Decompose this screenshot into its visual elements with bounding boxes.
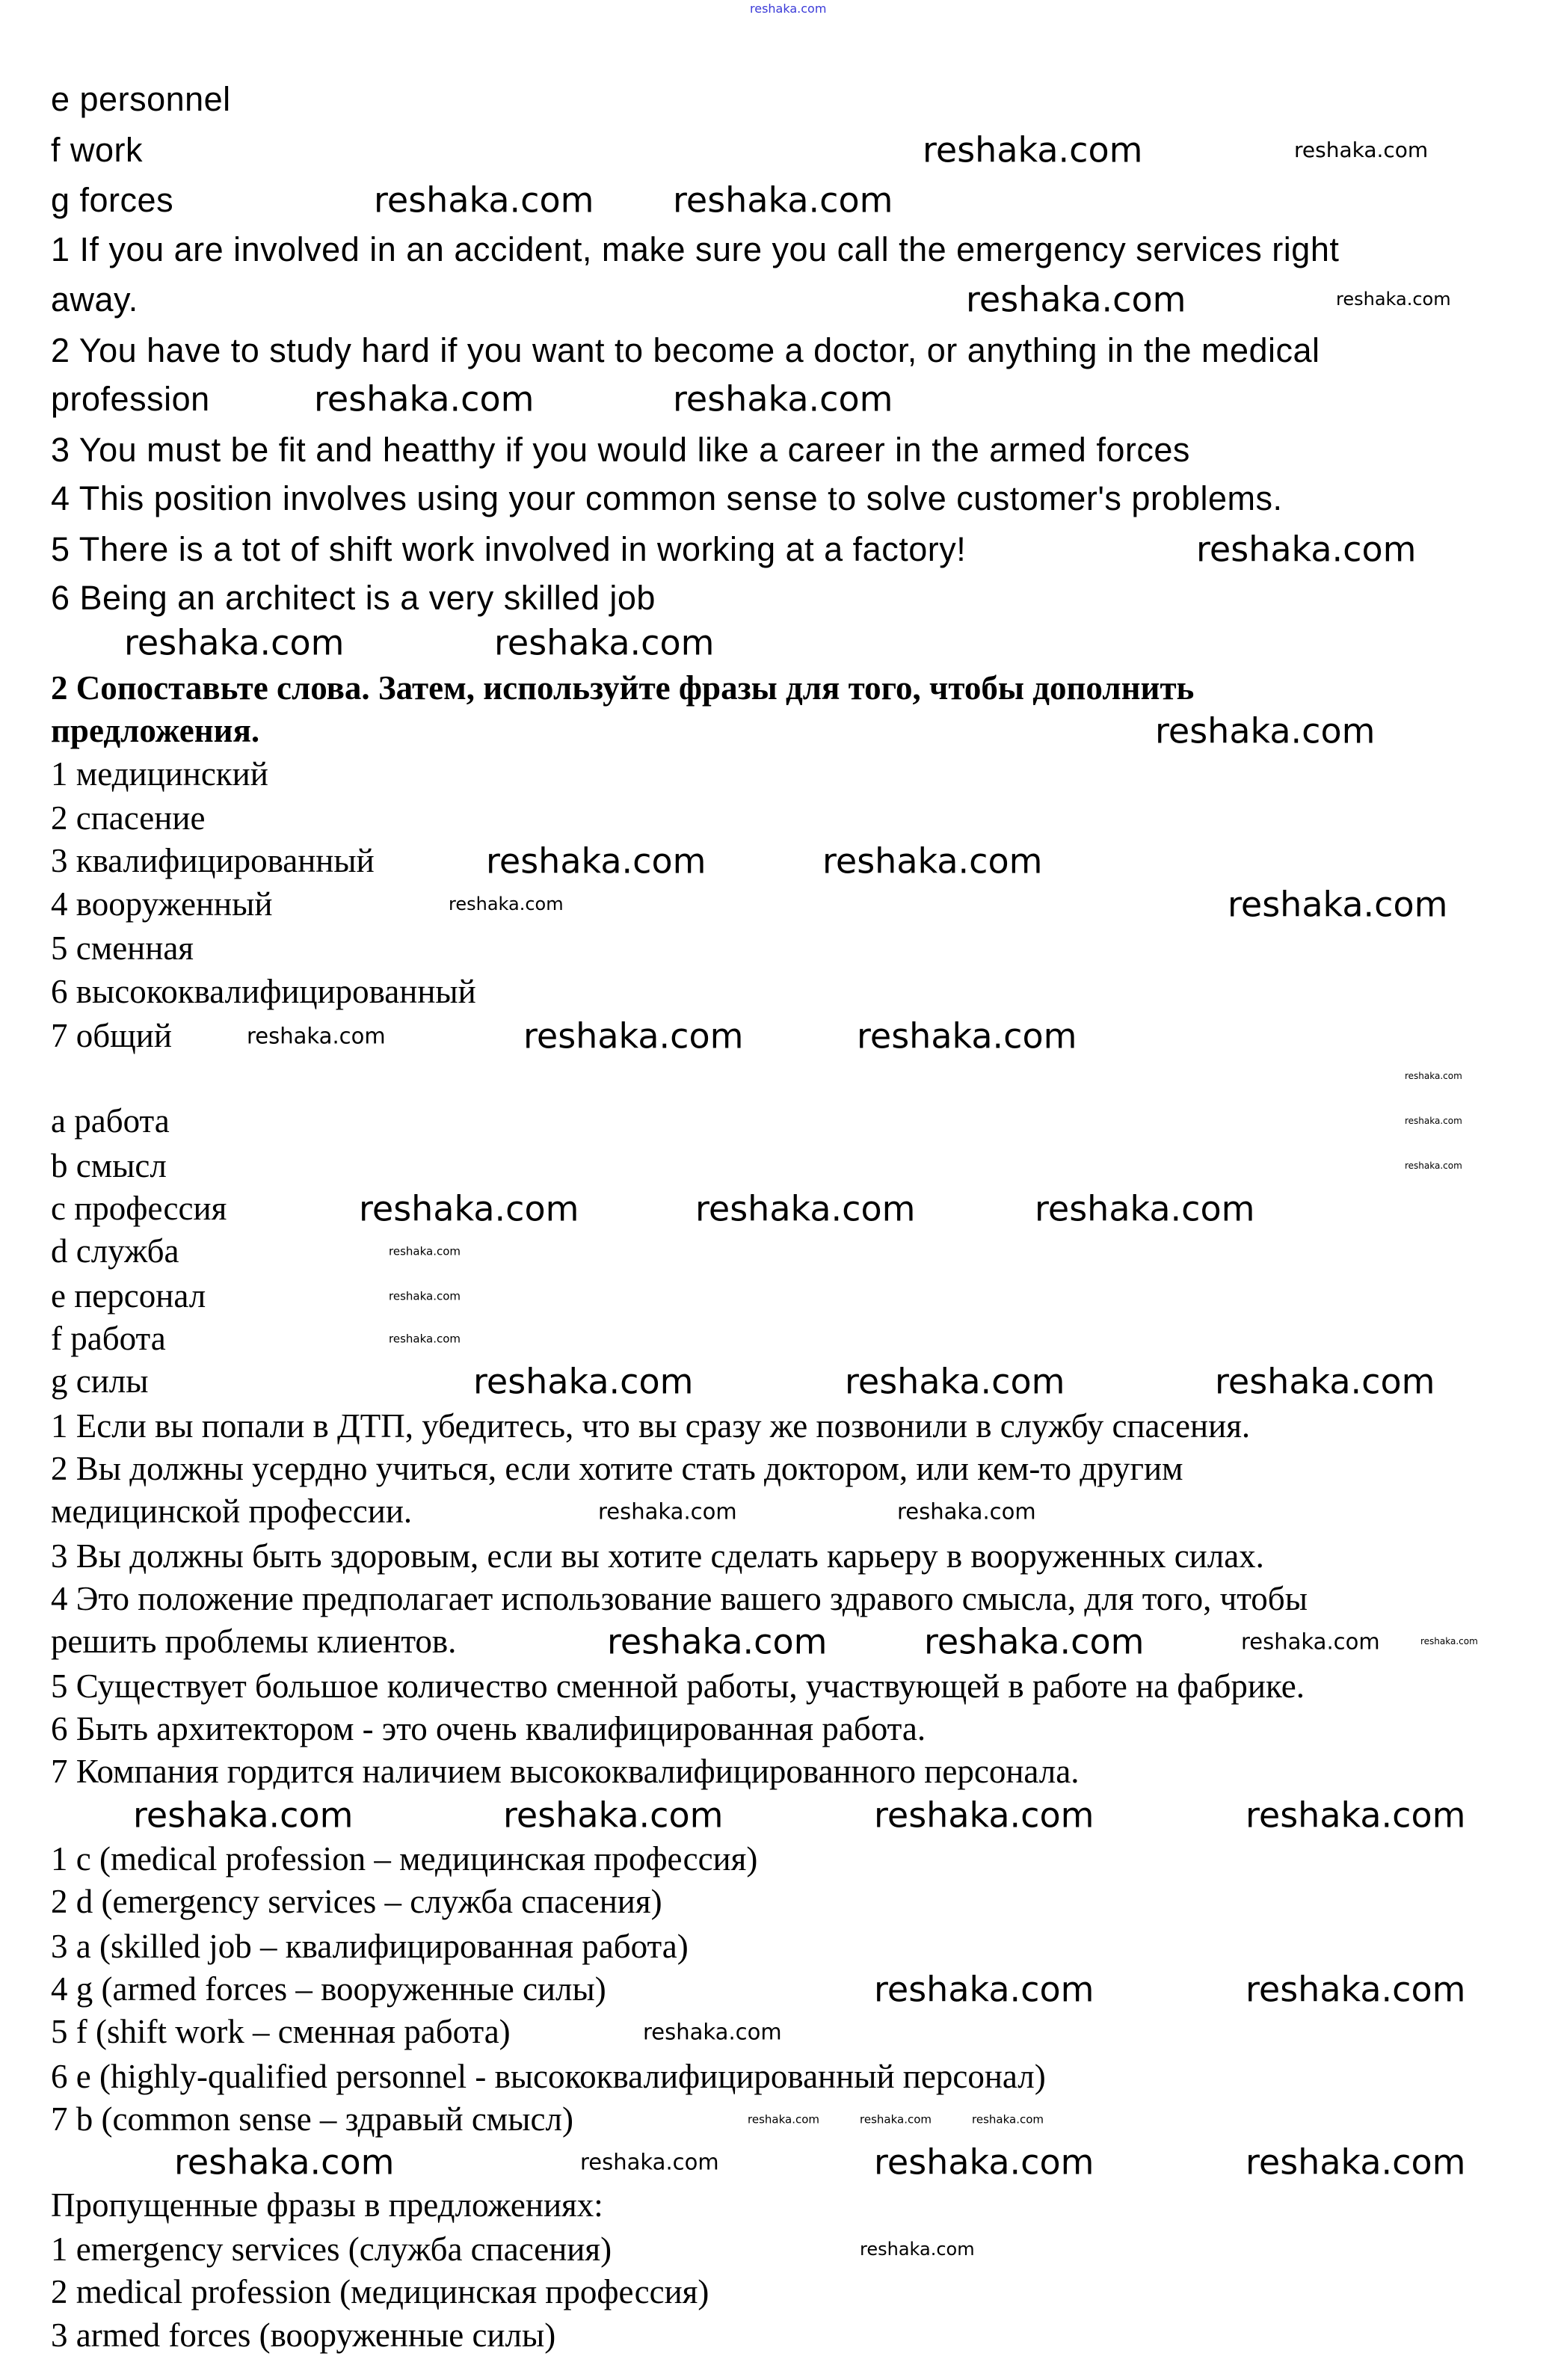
- watermark: reshaka.com: [1246, 1969, 1466, 2010]
- numbered-item: 6 высококвалифицированный: [51, 973, 476, 1011]
- sentence-line: 2 You have to study hard if you want to become a doctor, or anything in the medical: [51, 331, 1320, 370]
- answer-line: 4 g (armed forces – вооруженные силы): [51, 1970, 606, 2008]
- numbered-item: 2 спасение: [51, 799, 206, 837]
- watermark: reshaka.com: [374, 179, 594, 221]
- watermark: reshaka.com: [1196, 529, 1417, 570]
- numbered-item: 7 общий: [51, 1017, 172, 1055]
- answer-line: 2 d (emergency services – служба спасения): [51, 1883, 662, 1921]
- answer-line: 6 e (highly-qualified personnel - высококвалифицированный персонал): [51, 2058, 1046, 2096]
- watermark: reshaka.com: [695, 1188, 916, 1229]
- option-line: f work: [51, 131, 144, 170]
- lettered-item: a работа: [51, 1102, 170, 1140]
- sentence-line: 6 Being an architect is a very skilled job: [51, 579, 656, 618]
- watermark: reshaka.com: [874, 1969, 1094, 2010]
- watermark: reshaka.com: [972, 2112, 1044, 2127]
- watermark: reshaka.com: [897, 1498, 1036, 1525]
- answer-line: 3 a (skilled job – квалифицированная работа): [51, 1928, 689, 1966]
- sentence-line: 5 There is a tot of shift work involved in working at a factory!: [51, 530, 967, 569]
- missing-line: 3 armed forces (вооруженные силы): [51, 2316, 556, 2355]
- watermark: reshaka.com: [1405, 1160, 1462, 1172]
- watermark: reshaka.com: [857, 1015, 1077, 1057]
- watermark: reshaka.com: [389, 1244, 461, 1258]
- watermark: reshaka.com: [389, 1332, 461, 1346]
- option-line: e personnel: [51, 80, 231, 119]
- watermark: reshaka.com: [1405, 1071, 1462, 1082]
- translation-line: 1 Если вы попали в ДТП, убедитесь, что вы сразу же позвонили в службу спасения.: [51, 1407, 1251, 1445]
- watermark: reshaka.com: [874, 2141, 1094, 2183]
- numbered-item: 5 сменная: [51, 929, 194, 968]
- watermark: reshaka.com: [673, 179, 893, 221]
- watermark: reshaka.com: [1155, 710, 1376, 751]
- sentence-line: 4 This position involves using your common sense to solve customer's problems.: [51, 479, 1283, 518]
- watermark: reshaka.com: [359, 1188, 579, 1229]
- lettered-item: d служба: [51, 1232, 179, 1270]
- watermark: reshaka.com: [966, 279, 1186, 320]
- watermark: reshaka.com: [314, 378, 535, 419]
- translation-line: решить проблемы клиентов.: [51, 1623, 457, 1661]
- translation-line: 5 Существует большое количество сменной работы, участвующей в работе на фабрике.: [51, 1667, 1305, 1706]
- translation-line: медицинской профессии.: [51, 1492, 413, 1531]
- lettered-item: c профессия: [51, 1190, 227, 1228]
- watermark: reshaka.com: [1228, 884, 1448, 925]
- answer-line: 7 b (common sense – здравый смысл): [51, 2100, 573, 2138]
- watermark: reshaka.com: [503, 1795, 724, 1836]
- numbered-item: 3 квалифицированный: [51, 842, 375, 880]
- lettered-item: f работа: [51, 1320, 166, 1358]
- watermark: reshaka.com: [247, 1023, 386, 1049]
- watermark: reshaka.com: [874, 1795, 1094, 1836]
- watermark: reshaka.com: [1246, 2141, 1466, 2183]
- watermark: reshaka.com: [1336, 289, 1451, 310]
- watermark: reshaka.com: [822, 840, 1043, 882]
- watermark: reshaka.com: [389, 1289, 461, 1303]
- watermark: reshaka.com: [643, 2019, 782, 2045]
- watermark: reshaka.com: [133, 1795, 354, 1836]
- missing-line: 2 medical profession (медицинская профессия): [51, 2273, 709, 2311]
- watermark: reshaka.com: [1405, 1116, 1462, 1127]
- translation-line: 6 Быть архитектором - это очень квалифицированная работа.: [51, 1710, 926, 1748]
- lettered-item: g силы: [51, 1362, 149, 1400]
- watermark: reshaka.com: [673, 378, 893, 419]
- numbered-item: 1 медицинский: [51, 755, 268, 793]
- watermark: reshaka.com: [580, 2149, 719, 2175]
- translation-line: 4 Это положение предполагает использование вашего здравого смысла, для того, чтобы: [51, 1580, 1308, 1618]
- option-line: g forces: [51, 181, 174, 220]
- watermark: reshaka.com: [1246, 1795, 1466, 1836]
- sentence-line: profession: [51, 380, 210, 419]
- missing-title: Пропущенные фразы в предложениях:: [51, 2186, 603, 2224]
- watermark: reshaka.com: [607, 1621, 828, 1662]
- watermark: reshaka.com: [486, 840, 706, 882]
- watermark: reshaka.com: [598, 1498, 737, 1525]
- lettered-item: b смысл: [51, 1147, 167, 1185]
- numbered-item: 4 вооруженный: [51, 885, 273, 923]
- task-heading: 2 Сопоставьте слова. Затем, используйте фразы для того, чтобы дополнить: [51, 669, 1195, 707]
- watermark: reshaka.com: [124, 622, 345, 663]
- watermark: reshaka.com: [1294, 137, 1429, 162]
- watermark: reshaka.com: [523, 1015, 744, 1057]
- translation-line: 7 Компания гордится наличием высококвалифицированного персонала.: [51, 1753, 1080, 1791]
- sentence-line: 3 You must be fit and heatthy if you would like a career in the armed forces: [51, 431, 1190, 470]
- watermark: reshaka.com: [845, 1361, 1065, 1402]
- watermark: reshaka.com: [449, 894, 564, 915]
- translation-line: 3 Вы должны быть здоровым, если вы хотите сделать карьеру в вооруженных силах.: [51, 1537, 1264, 1575]
- answer-line: 5 f (shift work – сменная работа): [51, 2013, 511, 2051]
- watermark: reshaka.com: [1215, 1361, 1435, 1402]
- watermark: reshaka.com: [174, 2141, 395, 2183]
- watermark: reshaka.com: [860, 2112, 932, 2127]
- sentence-line: away.: [51, 280, 138, 319]
- watermark: reshaka.com: [1420, 1636, 1478, 1647]
- watermark: reshaka.com: [924, 1621, 1145, 1662]
- watermark: reshaka.com: [473, 1361, 694, 1402]
- watermark: reshaka.com: [1035, 1188, 1255, 1229]
- task-heading: предложения.: [51, 712, 260, 750]
- answer-line: 1 c (medical profession – медицинская профессия): [51, 1840, 758, 1878]
- watermark: reshaka.com: [1241, 1629, 1380, 1655]
- watermark: reshaka.com: [748, 2112, 819, 2127]
- watermark: reshaka.com: [923, 129, 1143, 170]
- watermark: reshaka.com: [860, 2239, 975, 2260]
- watermark: reshaka.com: [750, 1, 827, 16]
- lettered-item: e персонал: [51, 1277, 206, 1315]
- sentence-line: 1 If you are involved in an accident, make sure you call the emergency services right: [51, 230, 1340, 269]
- translation-line: 2 Вы должны усердно учиться, если хотите стать доктором, или кем-то другим: [51, 1450, 1183, 1488]
- missing-line: 1 emergency services (служба спасения): [51, 2230, 612, 2269]
- watermark: reshaka.com: [494, 622, 715, 663]
